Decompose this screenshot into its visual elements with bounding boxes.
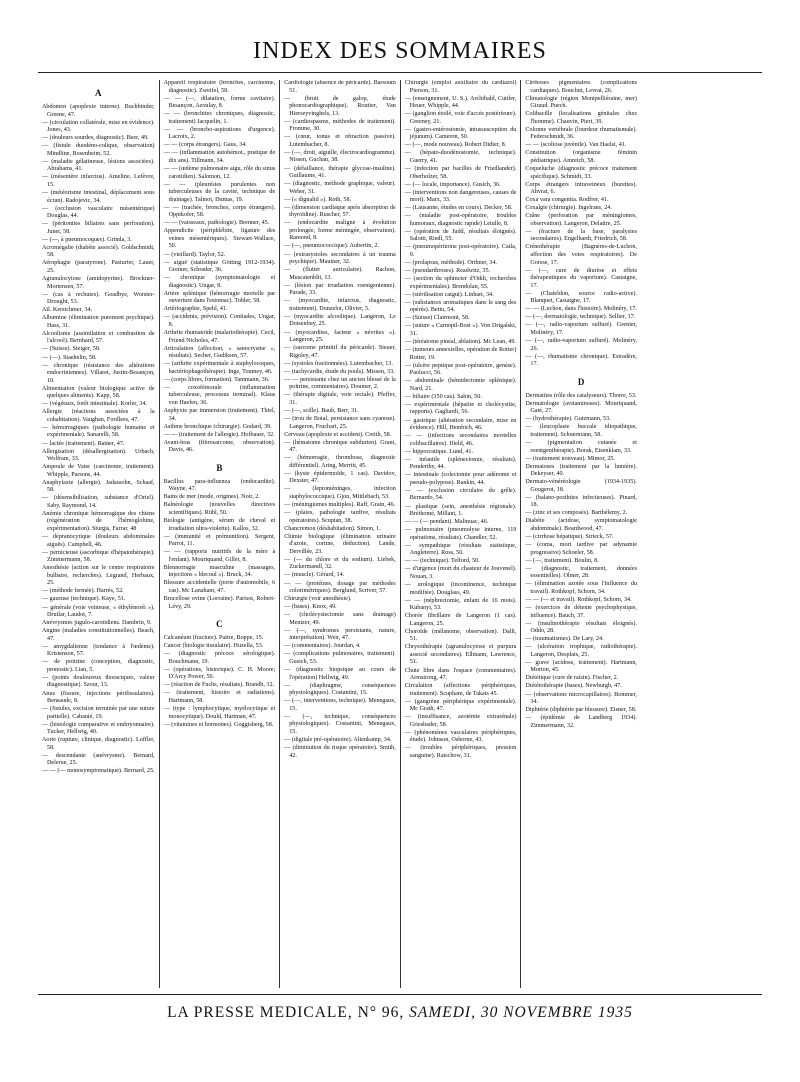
index-entry: Choroïde (mélanome, observation). Dallt, 51. [404,628,517,643]
index-entry: Dermatoses (traitement par la lumière). Dekeyser, 40. [525,463,637,478]
index-entry: Artériographie, Spehl, 41. [163,306,228,313]
index-entry: — (occlusion vasculaire mésentérique) Douglas, 44. [42,205,155,220]
index-entry: — (myocardites, facteur « névrites »). Langeron, 25. [284,329,396,344]
index-entry: — (hydrothérapie). Gutzmann, 53. [525,416,611,423]
index-entry: — (complications pulmonaires, traitement). Gusich, 53. [284,651,396,665]
index-entry: — (phénomènes vasculaires périphériques, étude). Johnson, Osborne, 43. [404,729,517,744]
index-entry: Artère splénique (hémorragie mortelle par ouverture dans l'estomac). Tobler, 58. [163,290,276,305]
index-entry: Biologie (antigène, sérum de cheval et irradiation ultra-violette). Kallos, 32. [163,517,276,532]
index-entry: Diététique (cure de raisin). Fischer, 2. [525,675,619,682]
index-entry: — (—, dermatologie, technique). Sellier, 17. [525,314,636,321]
index-entry: Articulation (affection, « sanocrysine », résultats). Secher, Gudiksen, 57. [163,345,276,360]
index-entry: — (—, cure de diurèse et effets thérapeutiques du vaporium). Castaigne, 17. [525,267,637,289]
index-entry: — (troubles périphériques, pression sanguine). Ratschow, 31. [404,745,517,760]
index-entry: — (traitement nouveau). Mimor, 25. [525,455,615,462]
index-entry: — chronique (résistance des altérations endocriniennes). Villaret, Justin-Besançon, 10. [42,362,155,384]
index-entry: — (hépato-duodénostomie, technique). Guerry, 41. [404,150,517,164]
index-entry: — (gastro-entérostomie, intussusception du jéjunum). Cameron, 50. [404,126,517,141]
index-entry: — (—, rhumatisme chronique). Estradère, 17. [525,353,637,368]
index-entry: Dermatologie (avitaminoses). Mouriquand, Gaté, 27. [525,400,637,415]
index-entry: — (section du sphincter d'Oddi, recherches expérimentales). Brendolan, 55. [404,276,517,290]
index-entry: — (—, radio-vaporium sulfuré). Molinéry, 26. [525,338,637,352]
index-entry: — — (— et travail). Rothkopf, Schorn, 34. [525,596,632,603]
index-entry: — (insuffisance, azotémie extrarénale) Griesbader, 58. [404,714,517,728]
index-entry: — (hémorragie, thrombose, diagnostic différentiel). Aring, Merritt, 45. [284,455,396,469]
index-entry: — — (œdème pulmonaire aigu, rôle du sinus carotidien). Salomon, 12. [163,166,276,180]
footer-date: SAMEDI, 30 NOVEMBRE 1935 [409,1004,633,1021]
index-entry: Colibacille (localisations génitales chez l'homme). Chauvin, Pieri, 39. [525,111,637,125]
index-entry: — (vieillard). Taylor, 52. [163,251,226,258]
index-column-2 [159,80,280,988]
index-entry: — (kyste épidermoïde, 1 cas). Davidov, Dexster, 47. [284,470,396,485]
index-entry: — (— du chlore et du sodium). Liebek, Zuckermandl, 32. [284,556,396,571]
index-entry: — — (traitement de l'allergie). Hofbauer, 32. [163,431,275,438]
index-entry: — (téréatome pinéal, ablation). Mc Lean, 49. [404,339,516,346]
index-entry: — (bruit de galop, étude phonocardiographique). Routier, Van Hierseyvinghels, 13. [284,95,396,117]
section-letter: D [577,376,585,387]
index-entry: — hippocratique. Lund, 41. [404,448,473,455]
index-entry: Chorée fibrillaire de Langeron (1 cas). Langeron, 25. [404,613,517,627]
index-entry: Blennorragie masculine (massages, injections « blecoul »). Bruck, 34. [163,564,276,579]
section-letter: A [95,88,102,98]
index-entry: Corps étrangers intraveineux (burettes). Ahvrat, 6. [525,181,637,196]
index-entry: — (maladie post-opératoire, troubles humoraux, diagnostic rapide) Letulle, 8. [404,213,517,227]
index-entry: — — (pleurésies purulentes non tuberculeuses de la cavité, technique de drainage). Talmot, Dumas, 19. [163,181,276,203]
index-entry: — d'urgence (mort du chasteur de Jouvenel). Nouan, 3. [404,566,517,580]
index-entry: — (muscle). Gérard, 14. [284,572,345,579]
index-entry: — (—, à pneumocoques). Grinda, 3. [42,236,132,243]
index-entry: — (lésion par irradiation roentgenienne). Parade, 33. [284,282,396,297]
index-entry: Brucellose ovine (Lorraine). Parisot, Robert-Lévy, 29. [163,595,276,610]
index-entry: — (douleurs sourdes, diagnostic). Beer, 49. [42,135,149,142]
index-entry: — (—, pneumococcique). Aubertin, 2. [284,243,380,250]
index-entry: Anémie chronique hémorragique des chiens (régénération de l'hémoglobine, expérimentation). Sturgis, Farrar, 48 [42,510,155,533]
index-entry: — (—, syndromes persistants, nature, interprétation). Weir, 47. [284,627,396,642]
index-entry: — (fistule duodéno-colique, observation) Mindline, Rosenheim, 52. [42,143,155,157]
index-entry: — (diminution du risque opératoire). Smith, 42. [284,744,396,759]
index-entry: Agranulocytose (amidopyrine). Brockner-Mortensen, 57. [42,276,155,290]
index-entry: — (points douloureux thoraciques, valeur diagnostique). Szour, 13. [42,674,155,689]
index-entry: Asthme bronchique (chirurgie). Godard, 39. [163,423,272,430]
index-entry: Ampoule de Vater (carcinome, traitement). Whipple, Parsons, 44. [42,464,155,478]
index-entry: — (fistules, excision terminée par une suture partielle). Cabanié, 19. [42,706,155,720]
index-entry: — (balano-posthites infectieuses). Pinard, 18. [525,494,637,509]
index-entry: — (dimension cardiaque après absorption de thyroïdine). Ruscher, 57. [284,204,396,219]
index-entry: — (traitement, histoire et radiations). Hartmann, 58. [163,690,276,704]
index-entry: — (trou de Botal, persistance sans cyanose). Langeron, Fruchart, 25. [284,416,396,430]
index-entry: — — (inflammation autohémot., pratique de dix ans). Tillmann, 34. [163,150,276,164]
index-entry: — (thérapie digitale, voie rectale). Pfeffer, 31. [284,392,396,406]
footer-journal: LA PRESSE MEDICALE, [167,1004,353,1021]
index-entry: — (cas à rechutes). Goadbye, Worster-Drought, 53. [42,291,155,306]
index-entry: Chimie biologique (élimination urinaire d'azote, cortine, déduction). Lande, Dervillée, 23. [284,533,396,555]
index-entry: — (infection par bacilles de Friedlander). Oberholzer, 58. [404,166,517,180]
index-entry: — (zinc et ses composés). Barthélemy, 2. [525,510,628,517]
index-entry: — (péritonites biliaires sans perforation). Junet, 58. [42,221,155,235]
index-entry: — (coma, mort tardive par adynamie progressive) Schoeler, 58. [525,542,637,556]
index-entry: — — (Luchon, dans l'histoire). Molinéry, 17. [525,306,637,313]
index-entry: — (Lausanne, études en cours). Decker, 58. [404,205,513,212]
section-letter: C [216,619,223,630]
index-entry: — — persistante chez un ancien blessé de la poitrine, commentaires). Doumer, 2. [284,376,396,391]
index-entry: — (ganglion étoilé, voie d'accès postérieure). Greeney, 21. [404,111,517,125]
index-entry: — (stérilisation catgut). Linhart, 34. [404,291,494,298]
index-entry: Cirrhoses pigmentaires (complications cardiaques). Bouchut, Levrat, 26. [525,80,637,94]
index-entry: — expérimentale (hépatite et cholécystite, rapports). Gagliardi, 56. [404,401,517,416]
index-entry: — — (bronchites chroniques, diagnostic, traitement) Jacquelin, 1. [163,111,276,125]
index-entry: Crâne (perforation par méningiomes, observation). Langeron, Delattre, 25. [525,213,637,227]
index-entry: Diphtérie (diphtérie par blessure). Eisner, 58. [525,707,637,714]
index-entry: — (—, mode nouveau). Robert Didier, 8. [404,142,507,149]
index-entry: — (cardiospasme, méthodes de traitement). Fromme, 30. [284,118,396,133]
index-entry: — (commentaires). Jourdan, 4. [284,643,361,650]
index-entry: — (réaction de Fuchs, résultats). Brandh, 32. [163,682,275,689]
index-entry: — — (infections secondaires mortelles colibacillaires). Ifield, 46. [404,433,517,447]
index-entry: Appendicite (périphlébite, ligature des veines mésentériques). Stewart-Wallace, 50. [163,228,276,250]
index-entry: — (—, interventions, technique). Menegaux, 15. [284,698,396,712]
index-entry: — (désensibilisation, substance d'Oriel). Saby, Raymond, 14. [42,495,155,509]
index-entry: Acromégalie (diabète associé). Goldschmidt, 58. [42,244,155,259]
index-entry: — (cœur, tonus et rétraction passive). Lutembacher, 8. [284,134,396,148]
index-entry: — (—, radio-vaporium sulfuré). Grenier, Molinéry, 17. [525,322,637,336]
index-entry: Circulation (affections périphériques, traitement). Scupham, de Takats 45. [404,683,517,697]
index-entry: — (—, scille). Bauh, Berr, 31. [284,407,359,414]
index-entry: — chronique (symptomatologie et diagnostic). Ungar, 8. [163,275,276,289]
index-entry: Coxalgie (chirurgie). Ingelrans, 24. [525,205,612,212]
index-entry: — (diagnostic précoce sérologique). Bouchmann, 19. [163,651,276,665]
index-entry: — (élimination azotée sous l'influence du travail). Rothkopf, Schorn, 34. [525,581,637,595]
index-entry: — — (vaisseaux, pathologie). Brenner, 45. [163,220,270,227]
index-entry: — — (broncho-aspirations d'urgence). Lacroix, 2. [163,126,276,141]
index-entry: — de poitrine (conception, diagnostic, pronostic). Lian, 5. [42,659,155,673]
index-entry: Diététothérapie (bases). Newburgh, 47. [525,683,622,690]
index-entry: — (enseignement, U. S.). Archibald, Cuttler, Heuer, Whipple, 44. [404,95,517,110]
index-entry: — aiguë (statistique Götting 1912-1934). Greiner, Schrader, 36. [163,259,276,274]
index-entry: — (myocardite alcoolique). Langeron, Le Dotsenbuy, 25. [284,313,396,328]
index-column-3 [279,80,400,988]
index-entry: — (maladie gélatineuse, lésions associées). Abrahams, 41. [42,158,155,173]
section-letter: B [216,462,223,473]
index-entry: Anaphylaxie (allergie). Jadassohn, Schaaf, 58. [42,479,155,494]
index-entry: Chute libre dans l'espace (commentaires). Armstrong, 47. [404,667,517,682]
index-entry: — (—, technique, conséquences physiologiques). Costantini, Menegaux, 15. [284,713,396,735]
index-entry: — (arthrite expérimentale à staphylocoques, bactériophagothérapie). Inge, Toumey, 46. [163,361,276,375]
index-entry: — (défaillance, thérapie glycose-insuline). Guillaume, 41. [284,165,396,180]
index-entry: Diabète (acidose, symptomatologie abdominale). Beardwood, 47. [525,518,637,533]
index-entry: Blessure accidentelle (porte d'automobile, 6 cas). Mc Lanaham, 47. [163,580,276,594]
index-entry: Cancer (biologie tissulaire). Huzella, 53. [163,643,264,650]
index-entry: — (opération de Judd, résultats éloignés). Salotti, Riedl, 55. [404,228,517,243]
index-entry: Aorte (rupture, clinique, diagnostic). Loffler, 58. [42,737,155,751]
index-entry: Chrysothérapie (agranulocytose et purpura associé secondaires). Ellmann, Lawrence, 51. [404,644,517,666]
index-entry: — (tachycardie, étude du pouls). Missen, 33. [284,368,395,375]
index-entry: — (observations microcapillaires). Bommer, 34. [525,691,637,706]
index-entry: Dermatites (rôle des catalyseurs). Thorre, 53. [525,392,637,399]
bottom-rule [38,994,762,995]
index-entry: — (corps libres, formation). Tammann, 36. [163,376,270,383]
index-entry: — (méningiomes multiples). Raff, Grain, 46. [284,502,396,509]
index-entry: Aérophagie (paratyrone). Pasturier, Lauer, 25. [42,260,155,274]
index-entry: — amygdalienne (tendance à l'œdème). Kristenson, 57. [42,643,155,658]
index-entry: — (pseudarthroses). Readwitz, 35. [404,268,491,275]
index-entry: — (ulcération trophique, radiothérapie). Langeron, Desplats, 25. [525,644,637,658]
index-entry: Calcanéum (fracture). Paitre, Boppe, 15. [163,635,264,642]
index-entry: — (météorisme intestinal, déplacement sous écran). Radojevic, 34. [42,190,155,204]
index-entry: — (exercices de détente psychophysique, influence). Bauch, 37. [525,605,637,619]
index-entry: — (—, droit, aiguille, électrocardiogramme). Nissen, Guchan, 38. [284,149,396,164]
index-entry: Avant-bras (fibrosarcome, observation). Davis, 46. [163,439,276,454]
index-entry: Appareil respiratoire (bronches, carcinome, diagnostic). Zweifel, 58. [163,80,276,94]
index-entry: Balnéologie (nouvelles directives scientifiques). Rühl, 50. [163,502,276,516]
index-entry: — (— locale, importance). Gusich, 36. [404,181,501,188]
index-entry: — sympathique (résultats statistique, Angleterre). Ross, 50. [404,542,517,557]
index-entry: — (insulinothérapie résultats éloignés). Oddo, 28. [525,620,637,635]
index-columns [38,80,762,988]
index-entry: Coqueluche (diagnostic précoce traitement spécifique). Schmidt, 33. [525,166,637,180]
index-entry: Arthrite rhumatoïde (malariothérapie). Cecil, Friend Nicholes, 47. [163,330,276,344]
index-entry: Aïl. Kerstchmer, 34. [42,307,93,314]
index-entry: Abdomen (apoplexie interne). Buchbinder, Greene, 47. [42,104,155,118]
index-entry: Climatologie (région Montpelliéraine, mer) Giraud. Puech. [525,95,637,110]
index-entry: — — (protéines, dosage par méthodes colorimétriques). Berglund, Scriver, 57. [284,580,396,595]
index-entry: — (opérations, historique). C. H. Moore; D'Arcy Power, 50. [163,666,276,681]
index-entry: — (—). Staehelin, 58. [42,354,97,361]
index-entry: — — (trachée, bronches, corps étrangers). Oppikofer, 58. [163,204,276,219]
index-entry: — (diagnostic biopsique au cours de l'opération) Hellwig, 49. [284,667,396,681]
index-entry: — hémorragiques (pathologie humaine et expérimentale). Sanarelli, 58. [42,424,155,439]
index-column-5 [520,80,641,988]
index-entry: Chirurgie (voir anesthésie). [284,596,352,603]
index-entry: — (circulation collatérale, mise en évidence). Jones, 43. [42,119,155,134]
index-entry: — (vitamines et hormones). Goggisberg, 58. [163,721,274,728]
index-entry: Allergie (réactions associées à la cohabitation). Vaughan, Fordlees, 47. [42,409,155,423]
index-entry: — infantile (splénectomie, résultats). Penderthy, 44. [404,456,517,471]
index-entry: — (bases). Knox, 49. [284,604,337,611]
index-entry: — générale (voie veineuse, « éthylénoréi »). Druilar, Laudot, 7. [42,604,155,619]
index-entry: Asphyxie par immersion (traitement). Thiel, 34. [163,407,276,422]
index-entry: — (Suisse) Clairmont, 58. [404,315,470,322]
index-entry: — plastique (sein, anesthésie régionale). Bréthomé, Millant, 1. [404,503,517,518]
index-entry: Bacillus para-influenza (endocardite). Wayne, 47. [163,478,276,493]
index-entry: Cerveau (apoplexie et accident). Creith, 58. [284,431,392,438]
index-entry: — (histologie comparative et embryonnaire). Tucker, Hellwig, 40. [42,721,155,736]
index-entry: — (leptoméninges, infection staphylococcique). Gjon, Mittlebach, 53. [284,486,396,500]
index-entry: — (flutter auriculaire). Rachon, Muscatenblit, 13. [284,267,396,281]
index-entry: — gazeuse (technique). Kaye, 51. [42,596,126,603]
index-entry: — (endocardite maligne à évolution prolongée, forme méningée, observation). Ramond, 8. [284,220,396,242]
index-entry: — (extrasystoles secondaires à un trauma psychique). Mautner, 32. [284,251,396,266]
index-entry: — (interventions non dangereuses, causes de mort). Marx, 33. [404,189,517,204]
footer-number: N° 96, [357,1004,405,1021]
index-entry: — (prolapsus, méthode). Orthner, 34. [404,260,497,267]
index-entry: — — (— pendant). Malinuac, 46. [404,519,489,526]
index-entry: Colonne vertébrale (lourdeur rhumatismale). Federschmidt, 36. [525,126,637,141]
index-entry: — (myocardite, infarctus, diagnostic, traitement). Donzelot, Olivier, 5. [284,298,396,312]
index-entry: Constitution (organisme féminin pédiatrique). Amreich, 58. [525,150,637,164]
index-entry: — (végétaux, forêt intestinale). Korler, 34. [42,401,147,408]
index-entry: — — (rapports nutritifs de la mère à l'enfant). Mouriquand, Gillet, 8. [163,549,276,563]
page-footer [0,1004,800,1022]
index-entry: — (cirrhose hépatique). Strieck, 57. [525,534,614,541]
index-entry: — (accidents, prévision). Contiades, Ungar, 8. [163,314,276,328]
index-column-4 [400,80,521,988]
index-entry: — (substances aromatiques dans le sang des opérés). Bettu, 54. [404,299,517,314]
top-rule [38,72,762,73]
index-column-1 [38,80,159,988]
index-entry: Anesthésie (action sur le centre respiratoire bulbaire, recherches). Legrand, Herbaux, 25. [42,565,155,587]
index-entry: Alimentation (valeur biologique active de quelques aliments). Kapp, 58. [42,385,155,400]
index-entry: — (méthode fermée). Harrès, 52. [42,588,124,595]
index-entry: — — (néphrectomie, enfant de 16 mois). Kubanyi, 53. [404,597,517,612]
index-entry: — (Chateldon, source radio-active). Blanquet, Castaigne, 17. [525,290,637,305]
index-entry: — (gangrène périphérique expérimentale). Mc Grath, 47. [404,698,517,713]
index-entry: — lactée (traitement). Ratner, 47. [42,440,125,447]
index-entry: Chancremou (déshabitation). Simon, 1. [284,525,381,532]
index-entry: — (hématome chronique subdurien). Grant, 47. [284,439,396,454]
index-entry: — (immunité et prémunition). Sergent, Parrot, 11. [163,533,276,548]
index-entry: Chirurgie (emploi auxiliaire du cardiazol) Pierson, 31. [404,80,517,94]
index-entry: Allergisation (désallergisation). Urbach, Wolfram, 33. [42,448,155,463]
index-entry: Albumine (élimination purement psychique). Hass, 31. [42,315,155,329]
index-entry: — (pigmentation cutanée et roentgenthérapie). Borak, Eisenklam, 33. [525,440,637,454]
index-entry: — grave (acidose, traitement). Hartmann, Morton, 45. [525,659,637,674]
index-entry: — (—, traitement). Boulin, 8. [525,557,599,564]
index-entry: — (leucoplasie buccale idiopathique, traitement). Schuermann, 58. [525,424,637,438]
index-entry: — (« dignalid »). Roth, 58. [284,196,352,203]
index-entry: — intestinale (colectomie pour adénome et pseudo-polypose). Rankin, 44. [404,472,517,486]
index-entry: — (tumeurs annexielles, opération de Rotter) Rotter, 19. [404,347,517,361]
index-entry: — (ulcère peptique post-opératoire, genèse). Paolucci, 56. [404,362,517,377]
index-entry: — (digitale pré-opératoire). Altenkamp, 34. [284,736,392,743]
index-entry: — pernicieuse (ascorbique d'hépatothérapie). Zimmermann, 58. [42,549,155,564]
index-entry: — (Suisse). Steiger, 58. [42,346,101,353]
index-entry: — (type : lymphocytique, myélocytique et monocytique). Dould, Hartman, 47. [163,705,276,720]
index-entry: Angine (maladies constitutionnelles). Beach, 47. [42,628,155,642]
index-entry: — (sarcome primitif du péricarde). Steuer, Rigoley, 47. [284,345,396,359]
index-entry: — (pneumopéritoine post-opératoire). Catla, 9. [404,244,517,259]
index-entry: — (diaphragme, conséquences physiologiques). Costantini, 15. [284,682,396,697]
index-entry: — gastrique (altération secondaire, mise en évidence). Hill, Hembich, 46. [404,417,517,432]
index-entry: Anus (fissure, injections périfissulaires). Bensaude, 8. [42,690,155,705]
index-entry: — — (scoliose juvénile). Van Haelst, 41. [525,142,627,149]
index-entry: — (traumatismes). De Lary, 24. [525,636,604,643]
index-entry: — — (technique). Telford, 50. [404,558,480,565]
index-entry: — (diagnostic, traitement, données essentielles). Olmer, 28. [525,565,637,580]
index-entry: — (fracture de la base, paralysies secondaires). Engelhardt, Friedrich, 58. [525,228,637,243]
index-entry: — (systoles fractionnées). Lutembacher, 13. [284,360,393,367]
index-entry: — (plaies, pathologie tardive, résultats opératoires). Scuptan, 38. [284,510,396,524]
index-entry: Cardiologie (absence de péricarde). Barsoum 51. [284,80,396,94]
index-entry: — (mésentère infarctus). Ameline, Lefèvre, 15. [42,174,155,188]
index-entry: — biliaire (350 cas). Sahin, 50. [404,393,482,400]
index-entry: — — (— monosymptomatique). Bernard, 25. [42,768,155,775]
index-entry: — (épidémie de Landberg 1934). Zimmermann, 32. [525,715,637,729]
index-entry: Bains de mer (mode, origines). Noir, 2. [163,494,260,501]
index-entry: — coxofémorale (inflammation tuberculeuse, processus terminal). Klaus von Haefen, 36. [163,384,276,406]
index-entry: — urologique (incontinence, technique modifiée). Douglass, 49. [404,582,517,596]
index-entry: — — (exclusion circulaire du grêle). Bernardo, 54. [404,487,517,502]
index-entry: Crénothérapie (Bagnères-de-Luchon, affection des voies respiratoires). De Gorsse, 17. [525,244,637,266]
index-entry: — — (—, dilatation, forme cavitaire). Besançon, Azoulay, 8. [163,95,276,110]
page-title: INDEX DES SOMMAIRES [253,38,547,64]
index-entry: — — (corps étrangers). Gaus, 34. [163,142,247,149]
index-entry: Alcoolisme (assimilation et combustion de l'alcool). Bernhard, 57. [42,330,155,345]
index-entry: — (diagnostic, méthode graphique, valeur). Weber, 31. [284,181,396,195]
index-entry: — dépranocytique (douleurs abdominales aiguës). Campbell, 46. [42,534,155,548]
index-entry: — (suture « Carnopil-Bost »). Von Drigalski, 31. [404,323,517,337]
index-entry: — pulmonaire (pneumolyse interne, 119 opérations, résultats). Chandler, 52. [404,527,517,541]
index-entry: Anévrysmes jugulo-carotidiens. Dambrin, 9. [42,620,152,627]
index-entry: — (cholécystectomie sans drainage) Mentzer, 49. [284,612,396,626]
index-entry: — abdominale (hémidectomie splénique). Nard, 21. [404,378,517,392]
index-entry: Coxa vara congenita. Rodfrer, 41. [525,197,609,204]
index-entry: Dermato-vénéréologie (1934-1935). Gougerot, 18. [525,479,637,493]
index-entry: — descendante (anévrysme). Bernard, Delerue, 25. [42,752,155,767]
